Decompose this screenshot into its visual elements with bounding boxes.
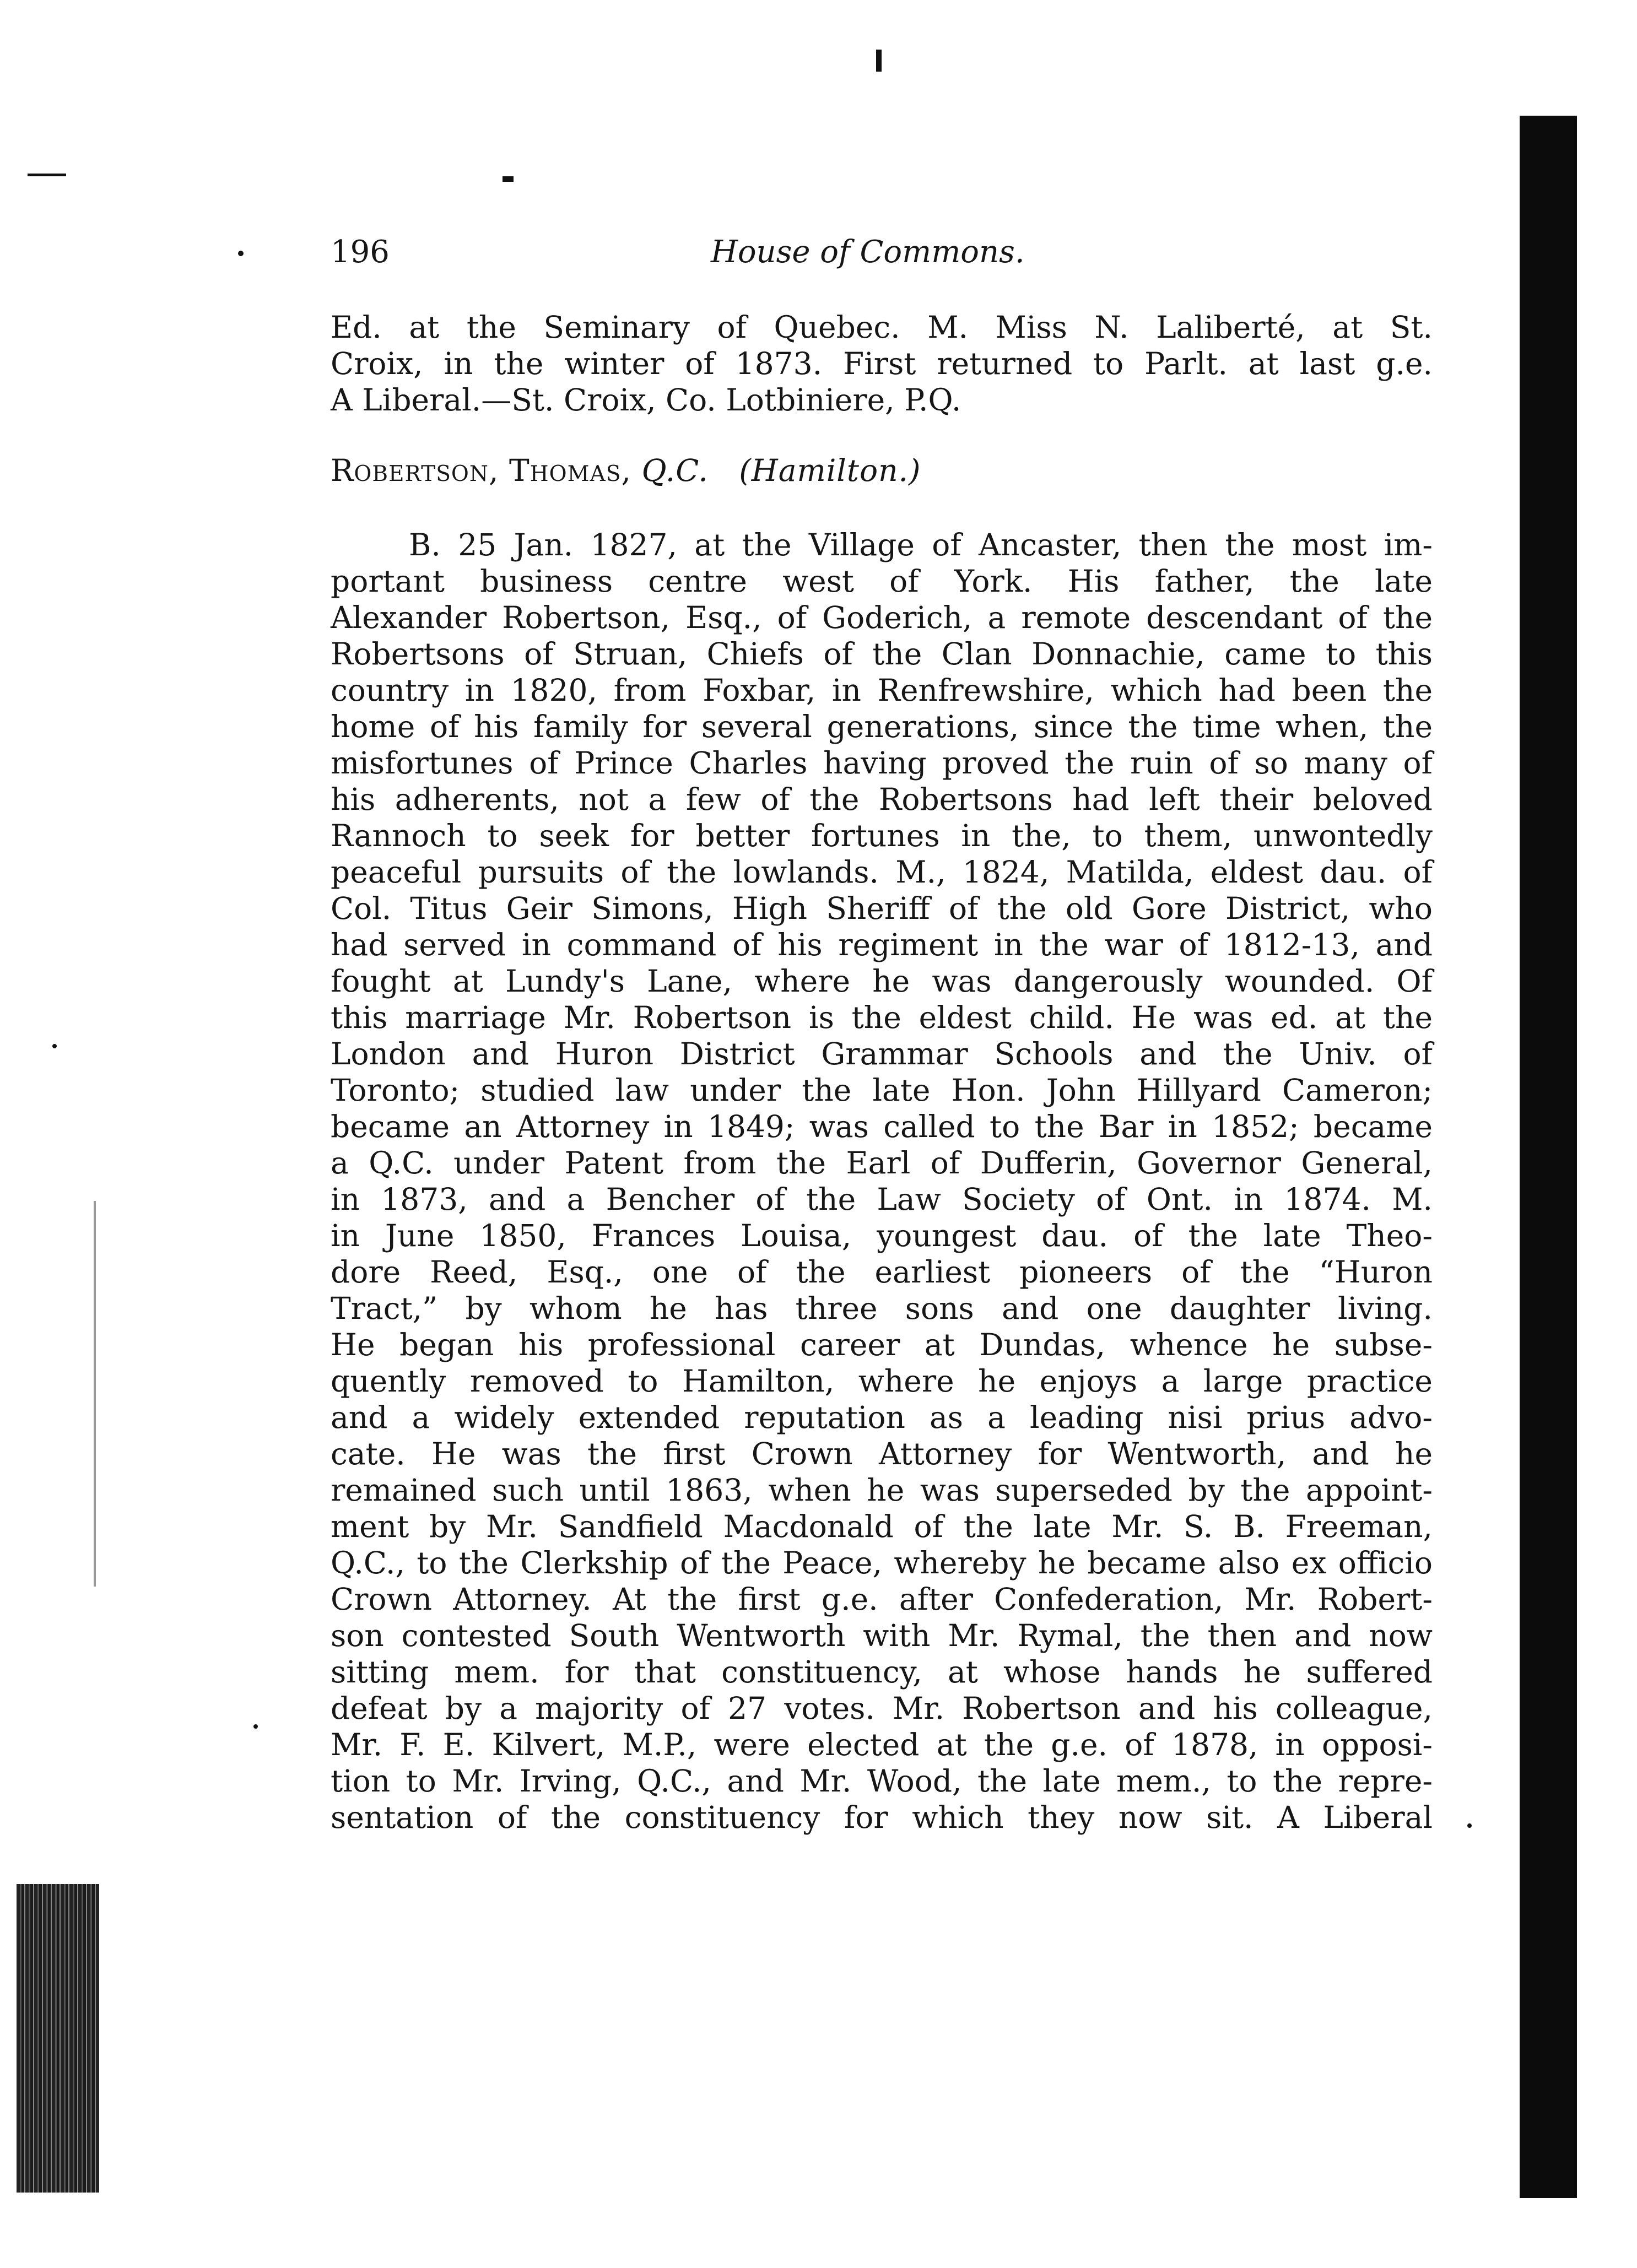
text-line: cate. He was the first Crown Attorney for Wentworth, and he: [331, 1436, 1433, 1471]
text-line: fought at Lundy's Lane, where he was dangerously wounded. Of: [331, 964, 1433, 999]
scan-mark: [253, 1724, 258, 1729]
scan-binding-strip: [17, 1884, 99, 2193]
member-constituency: (Hamilton.): [739, 453, 921, 488]
text-line: this marriage Mr. Robertson is the eldest child. He was ed. at the: [331, 1000, 1433, 1035]
running-head: House of Commons.: [711, 234, 1025, 270]
text-line: ment by Mr. Sandfield Macdonald of the late Mr. S. B. Freeman,: [331, 1509, 1433, 1544]
text-line: and a widely extended reputation as a leading nisi prius advo-: [331, 1400, 1433, 1435]
text-line: Toronto; studied law under the late Hon. John Hillyard Cameron;: [331, 1073, 1433, 1108]
member-qualification: Q.C.: [641, 453, 709, 488]
scan-mark: [876, 50, 882, 72]
text-line: defeat by a majority of 27 votes. Mr. Robertson and his colleague,: [331, 1691, 1433, 1726]
member-name: Robertson, Thomas,: [331, 453, 631, 488]
text-line: in 1873, and a Bencher of the Law Society of Ont. in 1874. M.: [331, 1182, 1433, 1217]
text-line: peaceful pursuits of the lowlands. M., 1824, Matilda, eldest dau. of: [331, 854, 1433, 890]
text-line: London and Huron District Grammar Schools and the Univ. of: [331, 1036, 1433, 1071]
text-line: son contested South Wentworth with Mr. Rymal, the then and now: [331, 1618, 1433, 1653]
text-line: had served in command of his regiment in the war of 1812-13, and: [331, 927, 1433, 962]
text-line: Tract,” by whom he has three sons and one daughter living.: [331, 1291, 1433, 1326]
text-line: B. 25 Jan. 1827, at the Village of Ancaster, then the most im-: [409, 527, 1433, 562]
text-line: Rannoch to seek for better fortunes in the, to them, unwontedly: [331, 818, 1433, 853]
text-line: Mr. F. E. Kilvert, M.P., were elected at the g.e. of 1878, in opposi-: [331, 1727, 1433, 1762]
scan-mark: [503, 176, 514, 182]
text-line: became an Attorney in 1849; was called to the Bar in 1852; became: [331, 1109, 1433, 1144]
text-line: Crown Attorney. At the first g.e. after Confederation, Mr. Robert-: [331, 1582, 1433, 1617]
text-line: a Q.C. under Patent from the Earl of Dufferin, Governor General,: [331, 1145, 1433, 1181]
text-line: Croix, in the winter of 1873. First returned to Parlt. at last g.e.: [331, 346, 1433, 381]
text-line: Robertsons of Struan, Chiefs of the Clan Donnachie, came to this: [331, 636, 1433, 672]
text-line: quently removed to Hamilton, where he enjoys a large practice: [331, 1363, 1433, 1399]
text-line: Col. Titus Geir Simons, High Sheriff of the old Gore District, who: [331, 891, 1433, 926]
text-line: portant business centre west of York. His father, the late: [331, 564, 1433, 599]
scan-mark: [1467, 1823, 1472, 1828]
text-line: his adherents, not a few of the Robertsons had left their beloved: [331, 782, 1433, 817]
text-line: sentation of the constituency for which they now sit. A Liberal: [331, 1800, 1433, 1835]
text-line: in June 1850, Frances Louisa, youngest dau. of the late Theo-: [331, 1218, 1433, 1253]
text-line: remained such until 1863, when he was superseded by the appoint-: [331, 1473, 1433, 1508]
scan-mark: [52, 1044, 57, 1048]
scan-edge-bar: [1520, 116, 1577, 2198]
page-number: 196: [331, 234, 390, 270]
text-line: misfortunes of Prince Charles having proved the ruin of so many of: [331, 745, 1433, 781]
text-line: Ed. at the Seminary of Quebec. M. Miss N. Laliberté, at St.: [331, 310, 1433, 345]
text-line: tion to Mr. Irving, Q.C., and Mr. Wood, the late mem., to the repre-: [331, 1763, 1433, 1799]
scan-mark: [28, 174, 66, 176]
page-header: [331, 234, 1433, 278]
text-line: sitting mem. for that constituency, at whose hands he suffered: [331, 1654, 1433, 1690]
scan-mark: [94, 1201, 96, 1587]
text-line: country in 1820, from Foxbar, in Renfrewshire, which had been the: [331, 673, 1433, 708]
text-line: A Liberal.—St. Croix, Co. Lotbiniere, P.Q.: [331, 382, 961, 418]
text-line: Q.C., to the Clerkship of the Peace, whereby he became also ex officio: [331, 1545, 1433, 1580]
text-line: home of his family for several generations, since the time when, the: [331, 709, 1433, 744]
text-line: He began his professional career at Dundas, whence he subse-: [331, 1327, 1433, 1362]
text-line: Alexander Robertson, Esq., of Goderich, a remote descendant of the: [331, 600, 1433, 635]
text-line: dore Reed, Esq., one of the earliest pioneers of the “Huron: [331, 1254, 1433, 1290]
scan-mark: [238, 251, 244, 256]
